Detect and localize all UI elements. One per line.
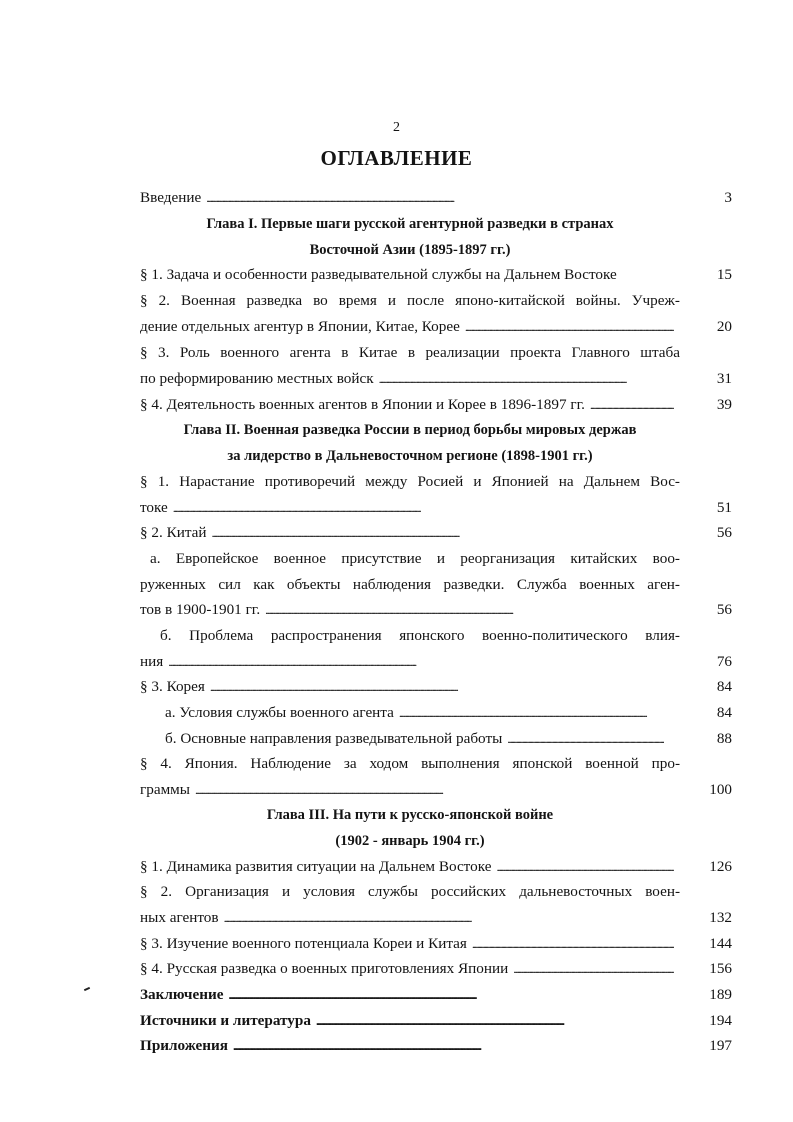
toc-entry-2-2a-cont2[interactable] — [140, 600, 680, 620]
toc-entry-label: по реформированию местных войск — [140, 370, 374, 387]
chapter-2-heading-cont: за лидерство в Дальневосточном регионе (1898-1901 гг.) — [227, 448, 593, 464]
toc-page-number: 144 — [709, 935, 732, 952]
toc-page-number: 88 — [716, 730, 732, 747]
toc-page-number: 51 — [716, 499, 732, 516]
toc-entry-2-4[interactable]: § 4. Япония. Наблюдение за ходом выполнения японской военной про- — [140, 755, 680, 772]
toc-page-number: 126 — [709, 858, 732, 875]
leader-dots — [195, 780, 674, 800]
toc-entry-label: б. Основные направления разведывательной работы — [165, 730, 503, 747]
leader-dots — [399, 703, 664, 723]
toc-page-number: 132 — [709, 909, 732, 926]
leader-dots — [465, 317, 674, 337]
toc-entry-label: ния — [140, 653, 164, 670]
leader-dots — [507, 729, 664, 749]
leader-dots — [210, 677, 674, 697]
toc-entry-1-3-cont[interactable] — [140, 369, 680, 389]
toc-entry-sources[interactable] — [140, 1011, 680, 1031]
toc-entry-2-1-cont[interactable] — [140, 498, 680, 518]
leader-dots — [168, 652, 674, 672]
toc-entry-2-4-cont[interactable] — [140, 780, 680, 800]
chapter-1-heading-cont: Восточной Азии (1895-1897 гг.) — [309, 242, 511, 258]
leader-dots — [265, 600, 674, 620]
toc-entry-3-4[interactable] — [140, 959, 680, 979]
toc-entry-label: § 2. Китай — [140, 524, 207, 541]
toc-page-number: 56 — [716, 601, 732, 618]
toc-entry-3-2[interactable]: § 2. Организация и условия службы российских дальневосточных воен- — [140, 883, 680, 900]
toc-entry-3-1[interactable] — [140, 857, 680, 877]
toc-entry-label: граммы — [140, 781, 190, 798]
chapter-1-heading: Глава I. Первые шаги русской агентурной разведки в странах — [206, 216, 614, 232]
toc-entry-label: Введение — [140, 189, 202, 206]
leader-dots — [228, 985, 674, 1005]
toc-entry-label: § 3. Корея — [140, 678, 205, 695]
toc-entry-label: § 3. Изучение военного потенциала Кореи и Китая — [140, 935, 467, 952]
toc-page-number: 197 — [709, 1037, 732, 1054]
chapter-3-heading-cont: (1902 - январь 1904 гг.) — [335, 833, 485, 849]
toc-entry-label: § 4. Русская разведка о военных приготовлениях Японии — [140, 960, 509, 977]
toc-page-number: 31 — [716, 370, 732, 387]
toc-page-number: 76 — [716, 653, 732, 670]
toc-entry-2-3[interactable] — [140, 677, 680, 697]
toc-entry-3-3[interactable] — [140, 934, 680, 954]
toc-entry-1-4[interactable] — [140, 395, 680, 415]
leader-dots — [224, 908, 674, 928]
toc-entry-label: Приложения — [140, 1037, 229, 1054]
scan-speck — [84, 987, 90, 991]
toc-entry-2-2a-cont[interactable]: руженных сил как объекты наблюдения разведки. Служба военных аген- — [140, 576, 680, 593]
toc-entry-label: токе — [140, 499, 168, 516]
toc-page-number: 194 — [709, 1012, 732, 1029]
toc-entry-label: Источники и литература — [140, 1012, 311, 1029]
toc-entry-label: Заключение — [140, 986, 224, 1003]
toc-entry-label: дение отдельных агентур в Японии, Китае, Корее — [140, 318, 460, 335]
leader-dots — [496, 857, 674, 877]
toc-page-number: 56 — [716, 524, 732, 541]
toc-page-number: 20 — [716, 318, 732, 335]
leader-dots — [590, 395, 674, 415]
toc-page-number: 84 — [716, 678, 732, 695]
toc-entry-1-3[interactable]: § 3. Роль военного агента в Китае в реализации проекта Главного штаба — [140, 344, 680, 361]
toc-entry-2-1[interactable]: § 1. Нарастание противоречий между Росией и Японией на Дальнем Вос- — [140, 473, 680, 490]
toc-page-number: 156 — [709, 960, 732, 977]
toc-entry-2-3a[interactable] — [165, 703, 670, 723]
toc-page-number: 39 — [716, 396, 732, 413]
toc-entry-2-2a[interactable]: а. Европейское военное присутствие и реорганизация китайских воо- — [150, 550, 680, 567]
toc-entry-label: а. Условия службы военного агента — [165, 704, 394, 721]
toc-entry-1-2-cont[interactable] — [140, 317, 680, 337]
leader-dots — [513, 959, 674, 979]
leader-dots — [206, 188, 674, 208]
toc-page-number: 15 — [716, 266, 732, 283]
toc-page-number: 189 — [709, 986, 732, 1003]
toc-entry-2-2b[interactable]: б. Проблема распространения японского военно-политического влия- — [160, 627, 680, 644]
toc-page-number: 3 — [724, 189, 732, 206]
leader-dots — [233, 1036, 674, 1056]
leader-dots — [379, 369, 674, 389]
leader-dots — [173, 498, 674, 518]
toc-entry-intro[interactable] — [140, 188, 680, 208]
toc-page-number: 84 — [716, 704, 732, 721]
toc-entry-3-2-cont[interactable] — [140, 908, 680, 928]
leader-dots — [212, 523, 674, 543]
toc-entry-label: тов в 1900-1901 гг. — [140, 601, 261, 618]
page-number: 2 — [393, 120, 400, 135]
toc-page-number: 100 — [709, 781, 732, 798]
toc-entry-2-2[interactable] — [140, 523, 680, 543]
toc-entry-appendix[interactable] — [140, 1036, 680, 1056]
leader-dots — [472, 934, 674, 954]
toc-entry-label: § 1. Динамика развития ситуации на Дальнем Востоке — [140, 858, 492, 875]
toc-entry-2-2b-cont[interactable] — [140, 652, 680, 672]
leader-dots — [316, 1011, 674, 1031]
toc-entry-2-3b[interactable] — [165, 729, 670, 749]
page-title: ОГЛАВЛЕНИЕ — [320, 146, 473, 170]
toc-entry-conclusion[interactable] — [140, 985, 680, 1005]
chapter-3-heading: Глава III. На пути к русско-японской войне — [266, 807, 554, 823]
toc-entry-1-2[interactable]: § 2. Военная разведка во время и после японо-китайской войны. Учреж- — [140, 292, 680, 309]
toc-entry-label: ных агентов — [140, 909, 219, 926]
toc-entry-1-1[interactable]: § 1. Задача и особенности разведывательной службы на Дальнем Востоке — [140, 266, 617, 283]
toc-entry-label: § 4. Деятельность военных агентов в Японии и Корее в 1896-1897 гг. — [140, 396, 585, 413]
chapter-2-heading: Глава II. Военная разведка России в период борьбы мировых держав — [183, 422, 637, 438]
